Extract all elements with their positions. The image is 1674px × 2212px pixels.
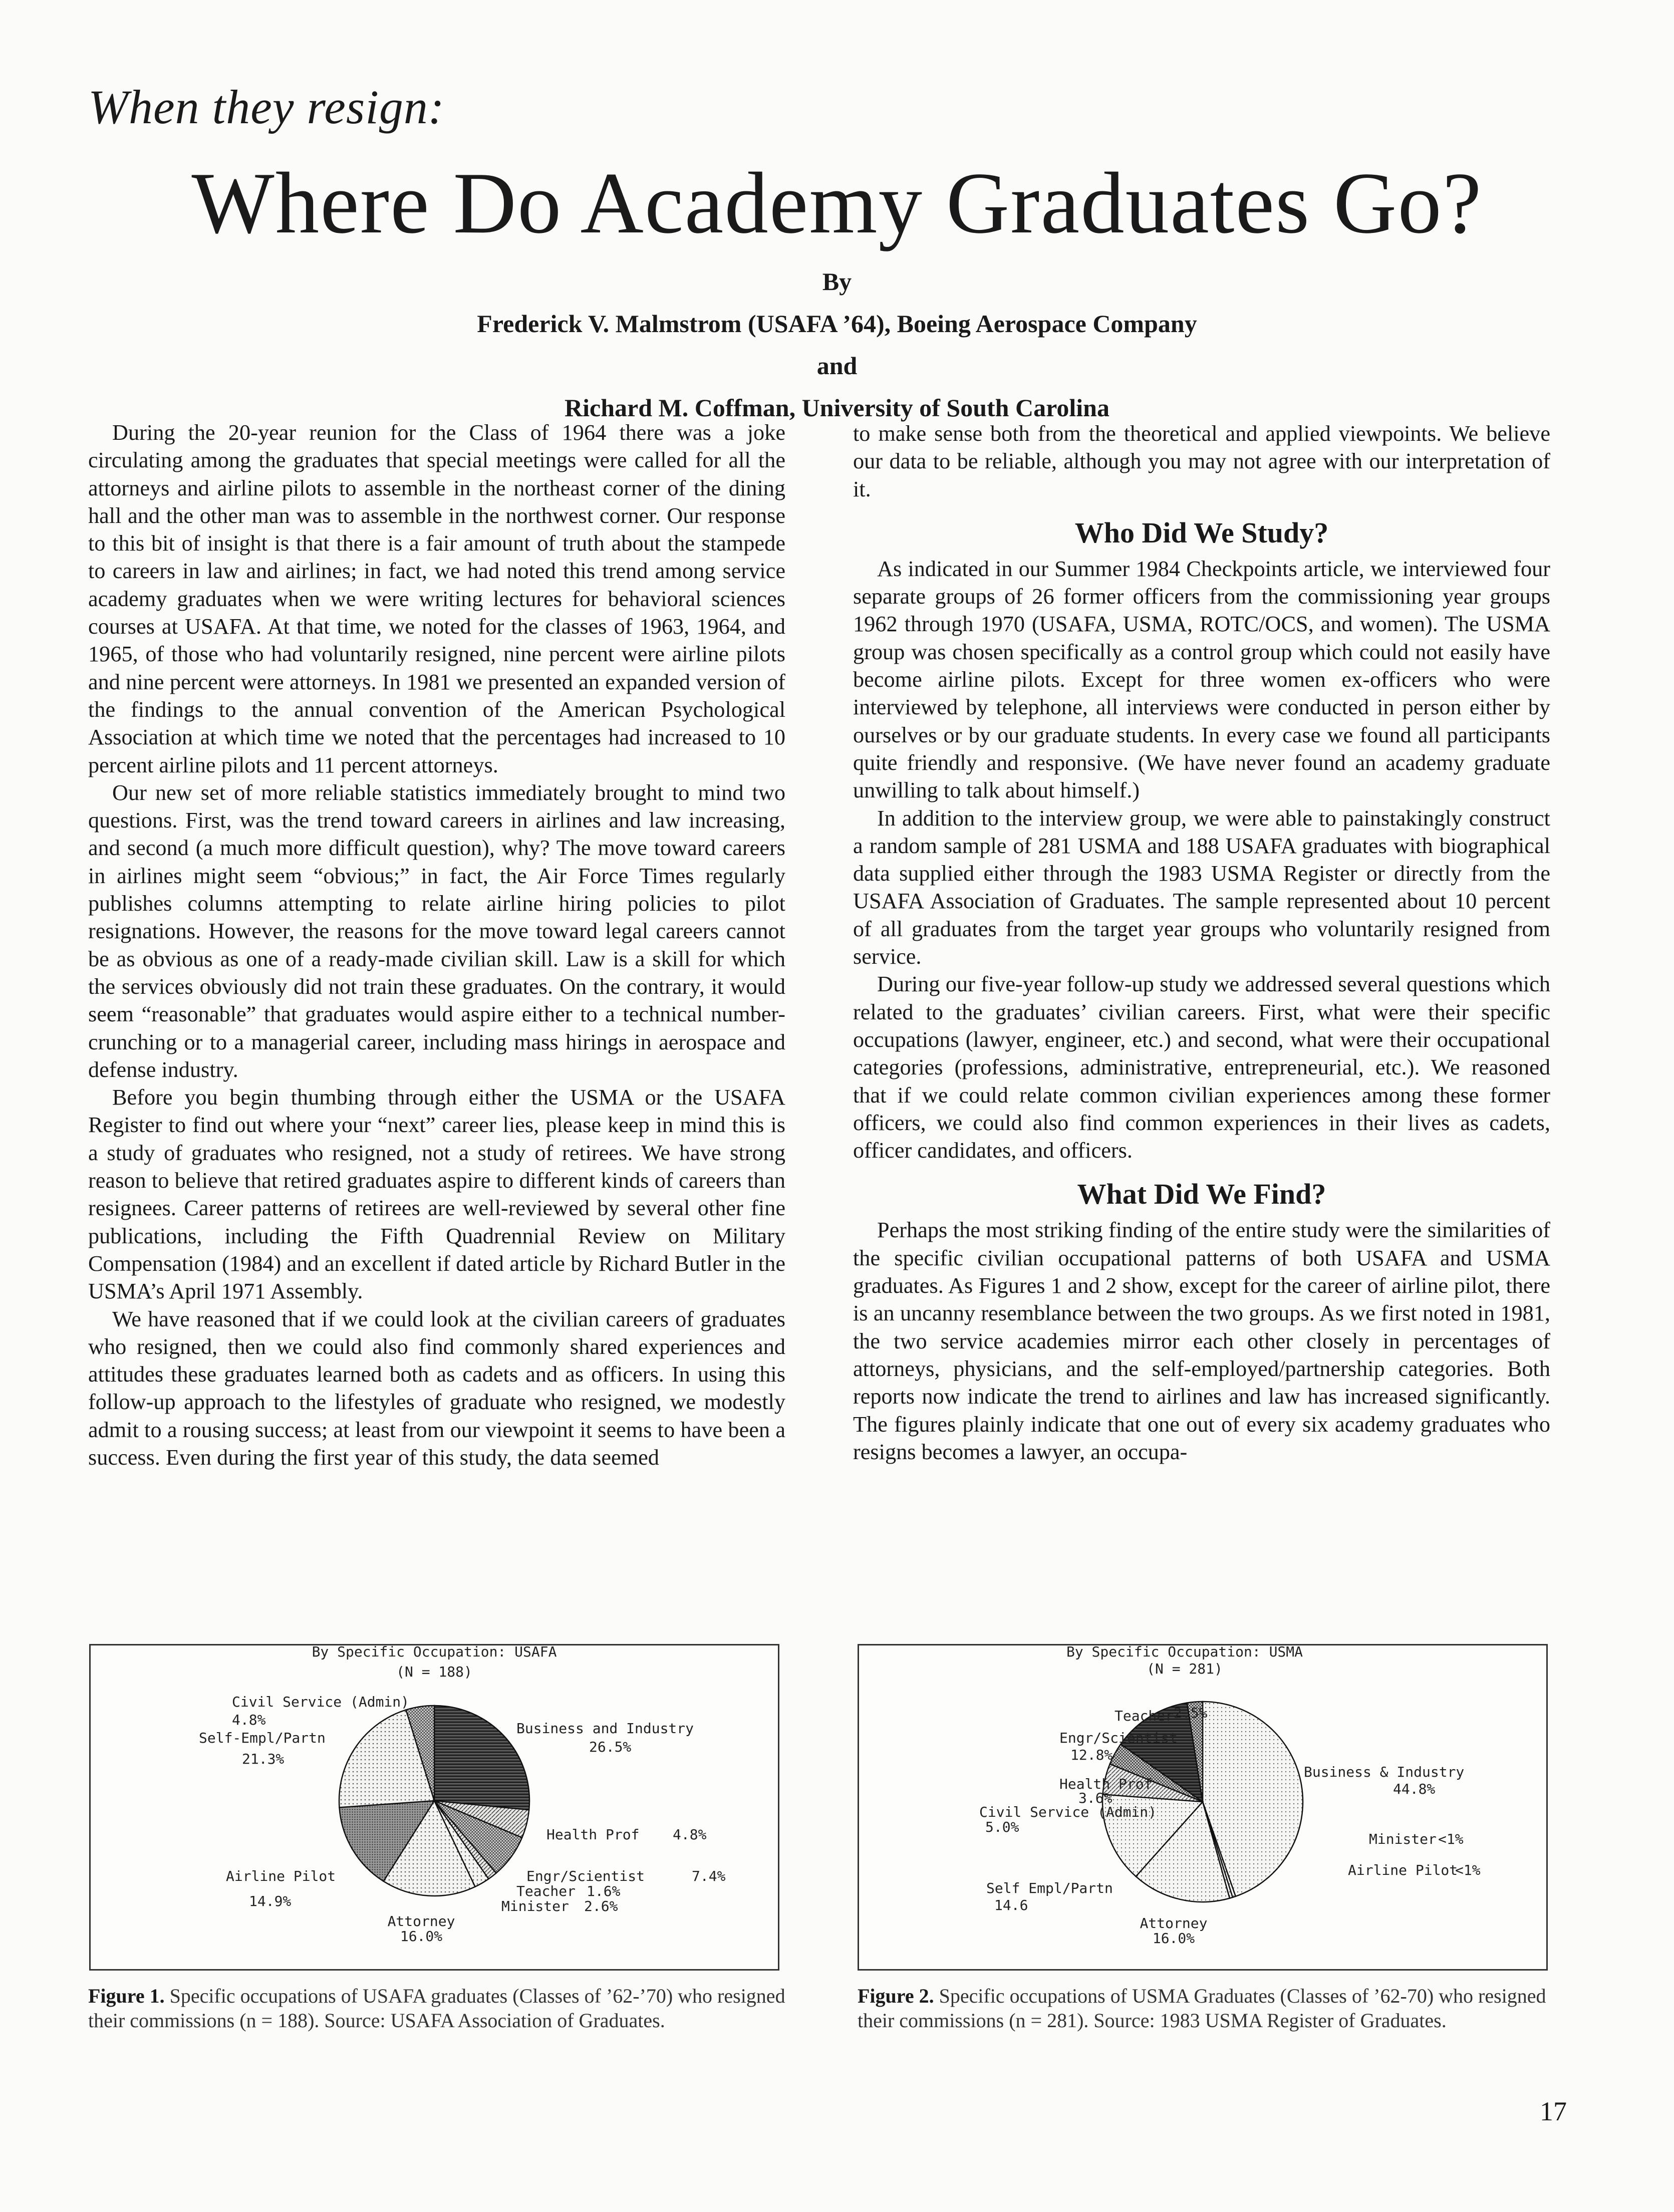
- label-civil-service: Civil Service (Admin): [979, 1804, 1157, 1820]
- chart-subtitle: (N = 188): [396, 1664, 472, 1680]
- left-column: [88, 419, 785, 1471]
- byline-author-1: Frederick V. Malmstrom (USAFA ’64), Boeing Aerospace Company: [477, 310, 1197, 338]
- figure-1-label: Figure 1.: [88, 1985, 165, 2007]
- label-teacher: Teacher: [1114, 1708, 1174, 1724]
- label-attorney: Attorney: [387, 1913, 455, 1929]
- label-self-empl: Self-Empl/Partn: [199, 1730, 326, 1746]
- label-attorney: Attorney: [1140, 1915, 1208, 1931]
- value-self-empl: 14.6: [994, 1897, 1028, 1913]
- value-minister: 2.6%: [584, 1898, 618, 1914]
- value-attorney: 16.0%: [400, 1928, 443, 1945]
- label-teacher: Teacher: [516, 1883, 576, 1899]
- page-number: 17: [1540, 2096, 1567, 2126]
- value-self-empl: 21.3%: [242, 1751, 285, 1767]
- value-attorney: 16.0%: [1152, 1930, 1195, 1947]
- figure-1-svg: [91, 1645, 778, 1969]
- paragraph: Our new set of more reliable statistics immediately brought to mind two questions. First, was the trend toward careers in airlines and law increasing, and second (a much more difficult question), why? The move toward careers in airlines might seem “obvious;” in fact, the Air Force Times regularly publishes columns attempting to relate airline hiring policies to pilot resignations. However, the reasons for the move toward legal careers cannot be as obvious as one of a ready-made civilian skill. Law is a skill for which the services obviously did not train these graduates. On the contrary, it would seem “reasonable” that graduates would aspire either to a technical number-crunching or to a managerial career, including mass hirings in aerospace and defense industry.: [88, 780, 785, 1082]
- page-title: Where Do Academy Graduates Go?: [191, 154, 1483, 251]
- label-engr-scientist: Engr/Scientist: [1059, 1730, 1178, 1746]
- label-airline-pilot: Airline Pilot: [226, 1868, 336, 1884]
- value-teacher: 2.5%: [1174, 1705, 1208, 1721]
- paragraph: As indicated in our Summer 1984 Checkpoints article, we interviewed four separate groups of 26 former officers from the commissioning year groups 1962 through 1970 (USAFA, USMA, ROTC/OCS, and women). The USMA group was chosen specifically as a control group which could not easily have become airline pilots. Except for three women ex-officers who were interviewed by telephone, all interviews were conducted in person either by ourselves or by our graduate students. In every case we found all participants quite friendly and responsive. (We have never found an academy graduate unwilling to talk about himself.): [853, 556, 1550, 803]
- label-health-prof: Health Prof: [1059, 1776, 1153, 1792]
- kicker: When they resign:: [88, 80, 445, 134]
- value-airline-pilot: <1%: [1455, 1862, 1481, 1878]
- chart-title: By Specific Occupation: USMA: [1066, 1645, 1303, 1660]
- label-business: Business & Industry: [1304, 1764, 1465, 1780]
- chart-title: By Specific Occupation: USAFA: [312, 1645, 557, 1660]
- label-minister: Minister: [1369, 1831, 1437, 1847]
- paragraph: Before you begin thumbing through either the USMA or the USAFA Register to find out where your “next” career lies, please keep in mind this is a study of graduates who resigned, not a study of retirees. We have strong reason to believe that retired graduates aspire to different kinds of careers than resignees. Career patterns of retirees are well-reviewed by several other fine publications, including the Fifth Quadrennial Review on Military Compensation (1984) and an excellent if dated article by Richard Butler in the USMA’s April 1971 Assembly.: [88, 1085, 785, 1304]
- pie-1: [339, 1706, 529, 1896]
- label-health-prof: Health Prof: [546, 1826, 640, 1843]
- chart-subtitle: (N = 281): [1147, 1661, 1223, 1677]
- value-health-prof: 4.8%: [673, 1826, 707, 1843]
- figure-2-caption: [858, 1984, 1559, 2033]
- figure-2-label: Figure 2.: [858, 1985, 934, 2007]
- label-minister: Minister: [501, 1898, 569, 1914]
- value-airline-pilot: 14.9%: [249, 1893, 292, 1909]
- section-heading-what: What Did We Find?: [1077, 1178, 1326, 1211]
- figure-1-caption: [88, 1984, 789, 2033]
- value-business: 44.8%: [1393, 1781, 1436, 1797]
- value-teacher: 1.6%: [587, 1883, 621, 1899]
- paragraph: to make sense both from the theoretical and applied viewpoints. We believe our data to be reliable, although you may not agree with our interpretation of it.: [853, 421, 1550, 501]
- paragraph: In addition to the interview group, we were able to painstakingly construct a random sample of 281 USMA and 188 USAFA graduates with biographical data supplied either through the 1983 USMA Register or directly from the USAFA Association of Graduates. The sample represented about 10 percent of all graduates from the target year groups who voluntarily resigned from service.: [853, 805, 1550, 969]
- value-engr-scientist: 12.8%: [1070, 1747, 1113, 1763]
- label-civil-service: Civil Service (Admin): [232, 1694, 410, 1710]
- byline-author-2: Richard M. Coffman, University of South Carolina: [565, 394, 1109, 422]
- value-health-prof: 3.6%: [1078, 1790, 1112, 1806]
- figure-1-chart: [89, 1644, 779, 1971]
- label-business: Business and Industry: [516, 1720, 694, 1737]
- value-civil-service: 4.8%: [232, 1712, 266, 1728]
- label-airline-pilot: Airline Pilot: [1348, 1862, 1458, 1878]
- value-engr-scientist: 7.4%: [692, 1868, 726, 1884]
- paragraph: We have reasoned that if we could look at the civilian careers of graduates who resigned, then we could also find commonly shared experiences and attitudes these graduates learned both as cadets and as officers. In using this follow-up approach to the lifestyles of graduate who resigned, we modestly admit to a rousing success; at least from our viewpoint it seems to have been a success. Even during the first year of this study, the data seemed: [88, 1306, 785, 1470]
- value-civil-service: 5.0%: [985, 1819, 1019, 1835]
- section-heading-who: Who Did We Study?: [1074, 516, 1329, 549]
- figure-2-svg: [859, 1645, 1546, 1969]
- paragraph: During the 20-year reunion for the Class of 1964 there was a joke circulating among the graduates that special meetings were called for all the attorneys and airline pilots to assemble in the northeast corner of the dining hall and the other man was to assemble in the northwest corner. Our response to this bit of insight is that there is a fair amount of truth about the stampede to careers in law and airlines; in fact, we had noted this trend among service academy graduates when we were writing lectures for behavioral sciences courses at USAFA. At that time, we noted for the classes of 1963, 1964, and 1965, of those who had voluntarily resigned, nine percent were airline pilots and nine percent were attorneys. In 1981 we presented an expanded version of the findings to the annual convention of the American Psychological Association at which time we noted that the percentages had increased to 10 percent airline pilots and 11 percent attorneys.: [88, 420, 785, 777]
- byline-and: and: [816, 352, 858, 380]
- paragraph: Perhaps the most striking finding of the entire study were the similarities of the specific civilian occupational patterns of both USAFA and USMA graduates. As Figures 1 and 2 show, except for the career of airline pilot, there is an uncanny resemblance between the two groups. As we first noted in 1981, the two service academies mirror each other closely in percentages of attorneys, physicians, and the self-employed/partnership categories. Both reports now indicate the trend to airlines and law has increased significantly. The figures plainly indicate that one out of every six academy graduates who resigns becomes a lawyer, an occupa-: [853, 1218, 1550, 1464]
- label-engr-scientist: Engr/Scientist: [526, 1868, 645, 1884]
- byline: [0, 260, 1674, 429]
- figure-2-chart: [858, 1644, 1548, 1971]
- pie-slice-business-and-industry: [434, 1706, 529, 1810]
- right-column: [853, 420, 1550, 1466]
- value-minister: <1%: [1438, 1831, 1464, 1847]
- byline-by: By: [822, 267, 852, 296]
- figure-1-caption-text: Specific occupations of USAFA graduates (Classes of ’62-’70) who resigned their commissions (n = 188). Source: USAFA Association of Graduates.: [88, 1985, 785, 2032]
- label-self-empl: Self Empl/Partn: [986, 1880, 1113, 1896]
- figure-2-caption-text: Specific occupations of USMA Graduates (Classes of ’62-70) who resigned their commissions (n = 281). Source: 1983 USMA Register of Graduates.: [858, 1985, 1546, 2032]
- value-business: 26.5%: [589, 1739, 632, 1755]
- paragraph: During our five-year follow-up study we addressed several questions which related to the graduates’ civilian careers. First, what were their specific occupations (lawyer, engineer, etc.) and second, what were their occupational categories (professions, administrative, entrepreneurial, etc.). We reasoned that if we could relate common civilian experiences among these former officers, we could also find common experiences in their lives as cadets, officer candidates, and officers.: [853, 972, 1550, 1163]
